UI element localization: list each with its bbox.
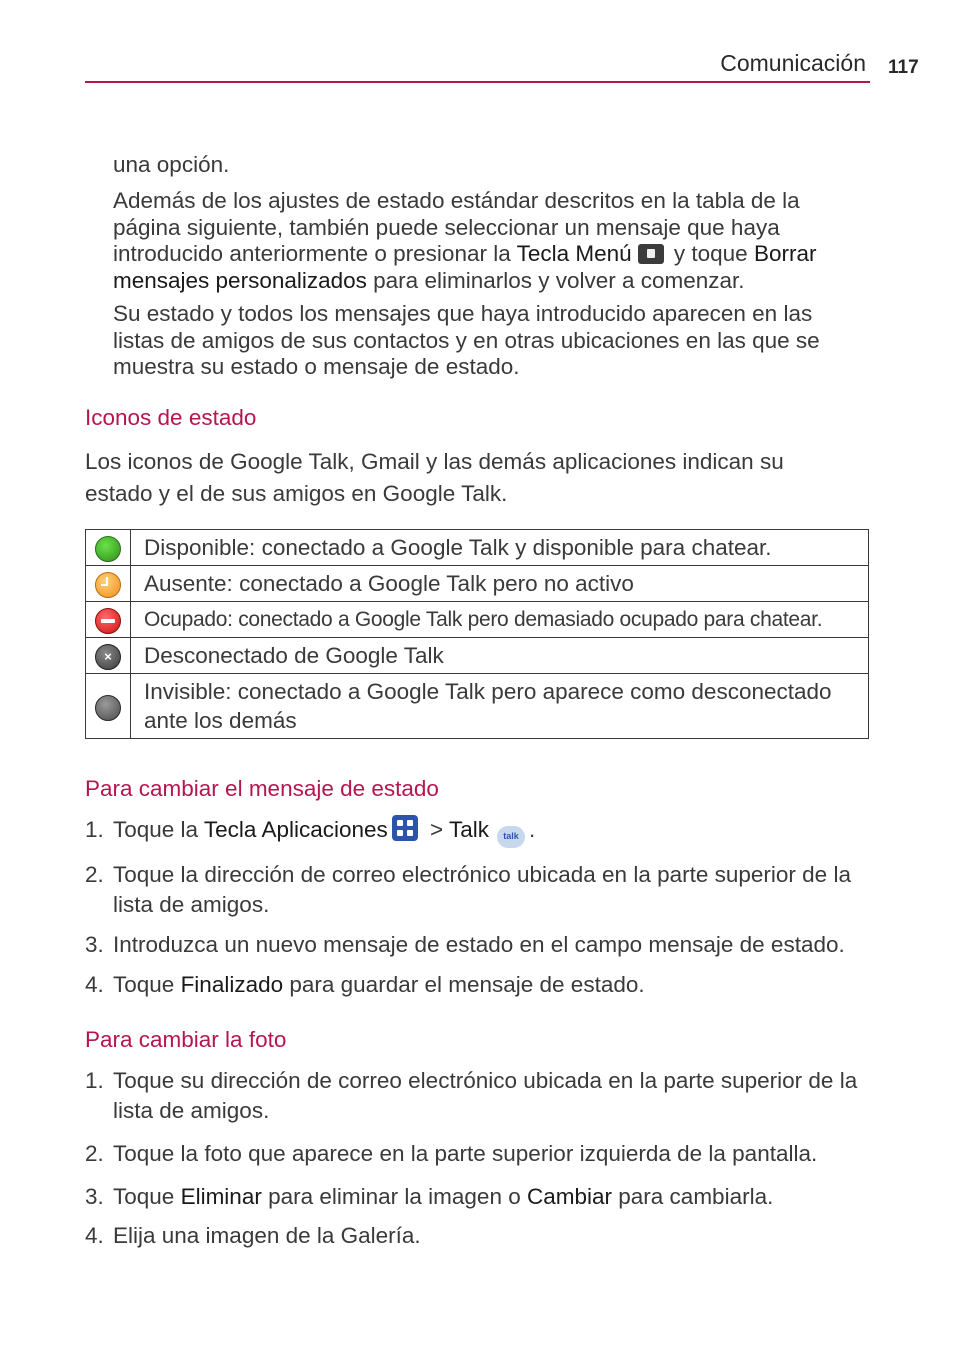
heading-status-icons: Iconos de estado: [85, 405, 257, 430]
status-icons-table: [85, 529, 869, 739]
list-item: 1. Toque la Tecla Aplicaciones > Talk talk .: [85, 815, 870, 848]
table-row: × Desconectado de Google Talk: [86, 638, 869, 674]
table-row: Ocupado: conectado a Google Talk pero demasiado ocupado para chatear.: [86, 602, 869, 638]
status-icons-description: Los iconos de Google Talk, Gmail y las demás aplicaciones indican su estado y el de sus amigos en Google Talk.: [85, 449, 784, 506]
menu-key-icon: [638, 244, 664, 264]
talk-app-label: Talk: [449, 817, 490, 842]
talk-bubble-icon: talk: [497, 826, 525, 848]
away-orange-icon: [95, 572, 121, 598]
list-item: 3. Toque Eliminar para eliminar la imagen o Cambiar para cambiarla.: [85, 1184, 774, 1209]
apps-grid-icon: [392, 815, 418, 841]
available-green-icon: [95, 536, 121, 562]
list-item: 1. Toque su dirección de correo electrónico ubicada en la parte superior de la lista de amigos.: [85, 1068, 858, 1123]
heading-change-photo: Para cambiar la foto: [85, 1027, 287, 1052]
table-row: Ausente: conectado a Google Talk pero no activo: [86, 566, 869, 602]
intro-paragraph-status: Su estado y todos los mensajes que haya introducido aparecen en las listas de amigos de sus contactos y en otras ubicaciones en las que se muestra su estado o mensaje de estado.: [113, 301, 820, 379]
delete-label: Eliminar: [180, 1184, 262, 1209]
list-item: 2. Toque la dirección de correo electrónico ubicada en la parte superior de la lista de amigos.: [85, 862, 851, 917]
menu-key-label: Tecla Menú: [516, 241, 632, 266]
table-row: Disponible: conectado a Google Talk y disponible para chatear.: [86, 530, 869, 566]
page-header: [85, 48, 870, 83]
list-item: 4. Elija una imagen de la Galería.: [85, 1223, 421, 1248]
offline-x-icon: ×: [95, 644, 121, 670]
intro-line: una opción.: [113, 152, 230, 177]
done-label: Finalizado: [180, 972, 284, 997]
heading-change-status-message: Para cambiar el mensaje de estado: [85, 776, 439, 801]
invisible-gray-icon: [95, 695, 121, 721]
list-item: 4. Toque Finalizado para guardar el mensaje de estado.: [85, 972, 645, 997]
apps-key-label: Tecla Aplicaciones: [203, 817, 388, 842]
change-label: Cambiar: [526, 1184, 613, 1209]
section-title: Comunicación: [720, 50, 866, 76]
busy-red-icon: [95, 608, 121, 634]
list-item: 3. Introduzca un nuevo mensaje de estado en el campo mensaje de estado.: [85, 932, 845, 957]
intro-paragraph-menu: Además de los ajustes de estado estándar descritos en la tabla de la página siguiente, también puede seleccionar un mensaje que haya introducido anteriormente o presionar la Tecla Menú y toque Borrar mensajes personalizados para eliminarlos y volver a comenzar.: [113, 188, 817, 293]
table-row: Invisible: conectado a Google Talk pero aparece como desconectado ante los demás: [86, 674, 869, 739]
list-item: 2. Toque la foto que aparece en la parte superior izquierda de la pantalla.: [85, 1141, 818, 1166]
page-number: 117: [888, 57, 919, 78]
clear-messages-label: Borrar mensajes personalizados: [113, 241, 817, 293]
